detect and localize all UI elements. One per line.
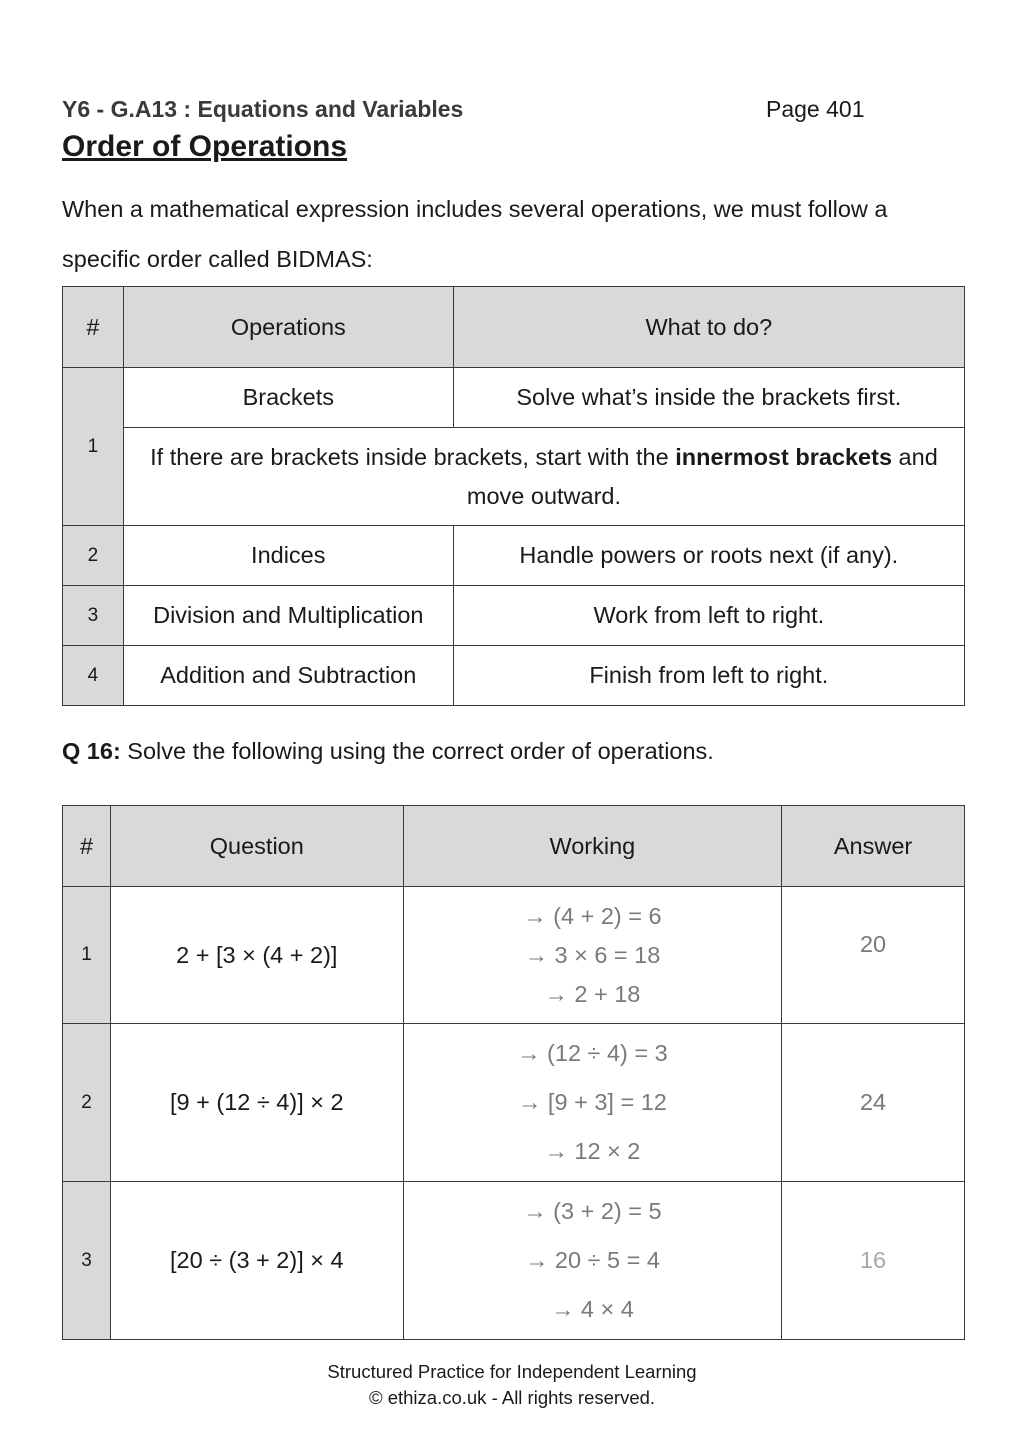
brackets-note-emphasis: innermost brackets — [675, 443, 893, 470]
todo-cell: Solve what’s inside the brackets first. — [453, 368, 964, 428]
question-label: Q 16: — [62, 738, 121, 764]
row-number: 3 — [63, 1182, 111, 1340]
practice-header-row — [63, 806, 965, 887]
row-number: 1 — [63, 887, 111, 1024]
column-header-working: Working — [403, 806, 782, 887]
todo-cell: Handle powers or roots next (if any). — [453, 526, 964, 586]
answer-cell: 24 — [782, 1024, 965, 1182]
row-number: 3 — [63, 586, 124, 646]
question-cell: 2 + [3 × (4 + 2)] — [110, 887, 403, 1024]
question-cell: [9 + (12 ÷ 4)] × 2 — [110, 1024, 403, 1182]
intro-paragraph: When a mathematical expression includes several operations, we must follow a specific order called BIDMAS: — [62, 196, 888, 272]
column-header-what-to-do: What to do? — [453, 287, 964, 368]
working-step: → 4 × 4 — [550, 1296, 634, 1322]
question-prompt — [62, 738, 714, 765]
footer-tagline: Structured Practice for Independent Learning — [327, 1361, 697, 1382]
worksheet-subject: Y6 - G.A13 : Equations and Variables — [62, 96, 464, 122]
operation-cell: Division and Multiplication — [123, 586, 453, 646]
column-header-question: Question — [110, 806, 403, 887]
brackets-note — [123, 428, 964, 526]
todo-cell: Work from left to right. — [453, 586, 964, 646]
brackets-note-text: and move outward. — [466, 443, 938, 509]
bidmas-table — [62, 286, 965, 706]
row-number: 1 — [63, 368, 124, 526]
table-row — [63, 526, 965, 586]
column-header-number: # — [63, 287, 124, 368]
practice-table — [62, 805, 965, 1340]
working-step: → (4 + 2) = 6 — [523, 902, 662, 929]
working-step: → 2 + 18 — [544, 980, 641, 1007]
operation-cell: Indices — [123, 526, 453, 586]
bidmas-header-row — [63, 287, 965, 368]
brackets-note-text: If there are brackets inside brackets, start with the — [150, 443, 676, 470]
working-step: → 12 × 2 — [544, 1138, 641, 1164]
working-step: → 20 ÷ 5 = 4 — [524, 1247, 660, 1273]
table-row — [63, 368, 965, 428]
row-number: 2 — [63, 526, 124, 586]
working-step: → 3 × 6 = 18 — [524, 941, 661, 968]
footer-copyright: © ethiza.co.uk - All rights reserved. — [368, 1387, 656, 1408]
question-text: Solve the following using the correct order of operations. — [120, 738, 714, 764]
page-title: Order of Operations — [62, 130, 348, 163]
question-cell: [20 ÷ (3 + 2)] × 4 — [110, 1182, 403, 1340]
working-step: → [9 + 3] = 12 — [517, 1089, 667, 1115]
working-cell — [403, 1024, 782, 1182]
working-cell — [403, 887, 782, 1024]
answer-cell: 16 — [782, 1182, 965, 1340]
answer-cell: 20 — [782, 887, 965, 1024]
operation-cell: Addition and Subtraction — [123, 646, 453, 706]
column-header-operations: Operations — [123, 287, 453, 368]
table-row — [63, 887, 965, 1024]
page-number: Page 401 — [766, 96, 865, 122]
table-row — [63, 586, 965, 646]
table-row — [63, 428, 965, 526]
table-row — [63, 1182, 965, 1340]
column-header-number: # — [63, 806, 111, 887]
working-step: → (3 + 2) = 5 — [523, 1198, 662, 1224]
column-header-answer: Answer — [782, 806, 965, 887]
operation-cell: Brackets — [123, 368, 453, 428]
working-step: → (12 ÷ 4) = 3 — [517, 1040, 668, 1066]
working-cell — [403, 1182, 782, 1340]
table-row — [63, 1024, 965, 1182]
table-row — [63, 646, 965, 706]
row-number: 2 — [63, 1024, 111, 1182]
row-number: 4 — [63, 646, 124, 706]
todo-cell: Finish from left to right. — [453, 646, 964, 706]
